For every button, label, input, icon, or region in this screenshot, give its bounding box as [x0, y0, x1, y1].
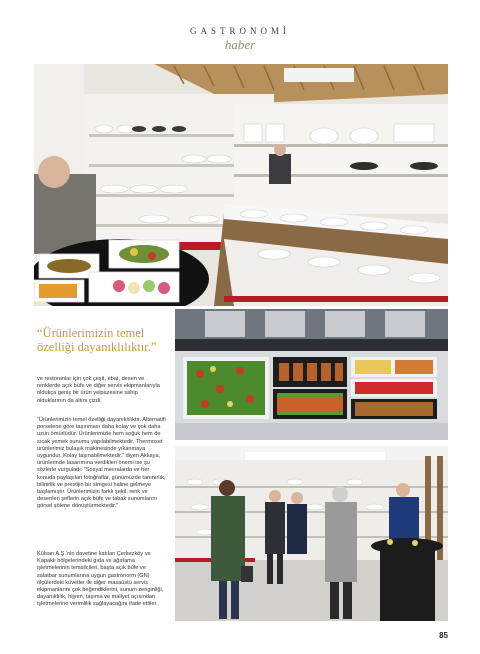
section-subtitle: haber	[224, 37, 256, 52]
showroom-visitors-photo	[175, 446, 448, 621]
section-brand: GASTRONOMİ	[189, 26, 290, 36]
pull-quote: “Ürünlerimizin temel özelliği dayanıklılıktır.”	[37, 326, 157, 354]
article-paragraph: “Ürünlerimizin temel özelliği dayanıklılıktır. Alternatifi porselene göre taşınması daha kolay ve çok daha uzun ömürlüdür. Ürünlerimizle hem soğuk hem de sıcak yemek sunumu yapılabilmektedir. Thermoset ürünlerimiz bulaşık makinesinde yıkanmaya uygundur. Kolay taşınabilmektedir.” diyen Akkaya, ürünlerinde tasarımına verdikleri önemi ise şu sözlerle vurguladı: “Sosyal mecralarda ve her konuda paylaşılan fotoğraflar, günümüzde tanınırlık, bilinirlik ve prestijin bir simgesi haline gelmeye başlamıştır. Ürünlerimizin farklı şekil, renk ve desenleri şeflerin açık büfe ve tabak sunumlarını görsel şölene dönüştürmektedir.”	[37, 417, 166, 510]
article-paragraph: Külsan A.Ş.'nin davetine katılan Çerkezköy ve Kapaklı bölgelerindeki gıda ve ağırlama işletmelerinin temsilcileri, başta açık büfe ve salatbar sunumlarına uygun gastronorm (GN) ölçülerdeki küvetler ile diğer masaüstü servis ekipmanlarını çok beğendiklerini, sunum zenginliği, dayanıklılık, hijyen, taşıma ve maliyet açısından işletmelerine verimlilik sağlayacağını ifade ettiler.	[37, 551, 164, 608]
page-number: 85	[439, 631, 448, 640]
article-paragraph: ve restoranlar için çok çeşit, ebat, desen ve renklerde açık büfe ve diğer servis ekipmanlarıyla oldukça geniş bir ürün yelpazesine sahip olduklarının da altını çizdi.	[37, 376, 160, 404]
buffet-containers-photo	[175, 309, 448, 440]
magazine-header	[0, 26, 480, 53]
showroom-photo	[34, 64, 448, 306]
